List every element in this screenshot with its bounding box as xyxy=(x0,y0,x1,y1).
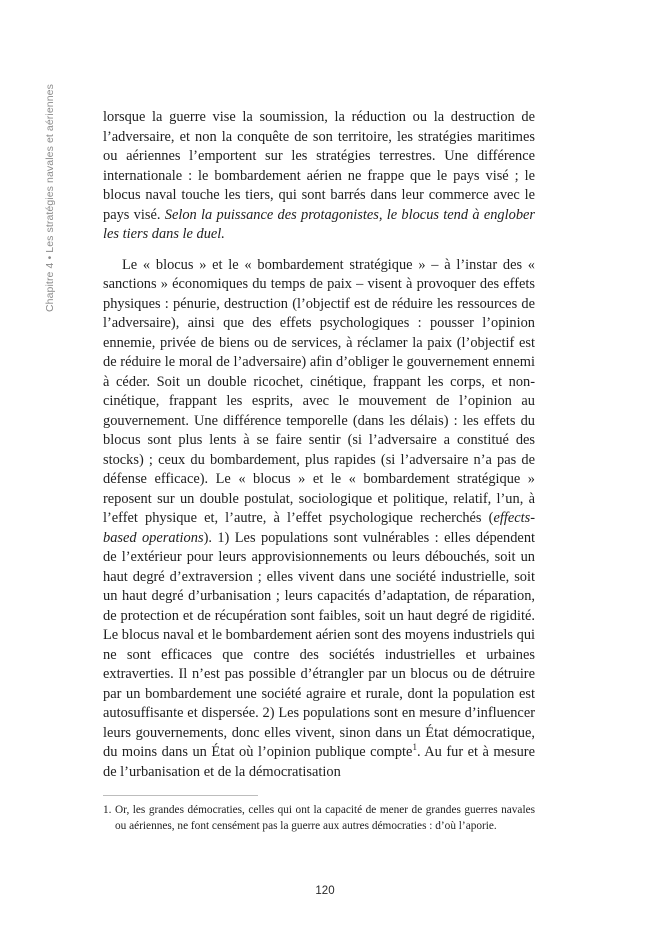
footnote-divider xyxy=(103,795,258,796)
paragraph-2-part1: Le « blocus » et le « bombardement stratégique » – à l’instar des « sanctions » économiques du temps de paix – visent à provoquer des effets physiques : pénurie, destruction (l’objectif est de réduire les ressources de l’adversaire), ainsi que des effets psychologiques : pousser l’opinion ennemie, privée de biens ou de services, à réclamer la paix (l’objectif est de réduire le moral de l’adversaire) afin d’obliger le gouvernement ennemi à céder. Soit un double ricochet, cinétique, frappant les corps, et non-cinétique, frappant les esprits, avec le mouvement de l’opinion au gouvernement. Une différence temporelle (dans les délais) : les effets du blocus sont plus lents à se faire sentir (si l’adversaire a constitué des stocks) ; ceux du bombardement, plus rapides (si l’adversaire n’a pas de défense efficace). Le « blocus » et le « bombardement stratégique » reposent sur un double postulat, sociologique et politique, relatif, l’un, à l’effet physique et, l’autre, à l’effet psychologique recherchés ( xyxy=(103,256,535,526)
paragraph-1 xyxy=(103,108,535,245)
paragraph-1-italic: Selon la puissance des protagonistes, le blocus tend à englober les tiers dans le duel. xyxy=(103,206,535,242)
running-head: Chapitre 4 • Les stratégies navales et aériennes xyxy=(44,84,56,312)
paragraph-2-part3: . Au fur et à mesure de l’urbanisation et de la démocratisation xyxy=(103,744,535,780)
footnote-reference[interactable]: 1 xyxy=(412,742,417,753)
paragraph-2-italic: effects-based operations xyxy=(103,510,535,546)
page-number: 120 xyxy=(315,885,335,897)
body-text xyxy=(103,108,535,782)
paragraph-1-text: lorsque la guerre vise la soumission, la réduction ou la destruction de l’adversaire, et non la conquête de son territoire, les stratégies maritimes ou aériennes l’emportent sur les stratégies terrestres. Une différence internationale : le bombardement aérien ne frappe que le pays visé ; le blocus naval touche les tiers, qui sont barrés dans leur commerce avec le pays visé. xyxy=(103,109,535,223)
footnote: 1. Or, les grandes démocraties, celles qui ont la capacité de mener de grandes guerres navales ou aériennes, ne font censément pas la guerre aux autres démocraties : d’où l’aporie. xyxy=(103,804,535,832)
paragraph-2 xyxy=(103,256,535,783)
paragraph-2-part2: ). 1) Les populations sont vulnérables : elles dépendent de l’extérieur pour leurs approvisionnements ou leurs débouchés, soit un haut degré d’extraversion ; elles vivent dans une société industrielle, soit un haut degré d’urbanisation ; leurs capacités d’adaptation, de réparation, de protection et de récupération sont faibles, soit un haut degré de rigidité. Le blocus naval et le bombardement aérien sont des moyens industriels qui ne sont efficaces que contre des sociétés industrielles et urbaines extraverties. Il n’est pas possible d’étrangler par un blocus ou de détruire par un bombardement une société agraire et rurale, dont la population est autosuffisante et dispersée. 2) Les populations sont en mesure d’influencer leurs gouvernements, donc elles vivent, sinon dans un État démocratique, du moins dans un État où l’opinion publique compte xyxy=(103,529,536,760)
